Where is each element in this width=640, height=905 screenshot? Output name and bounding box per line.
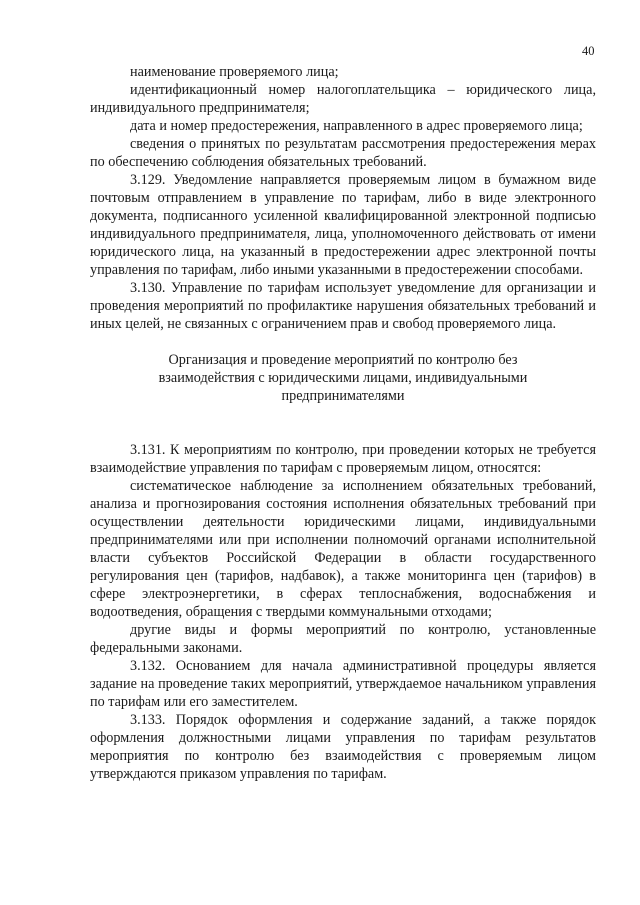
paragraph-3-132: 3.132. Основанием для начала административной процедуры является задание на проведение таких мероприятий, утверждаемое начальником управления по тарифам или его заместителем. (90, 658, 596, 710)
document-body (90, 63, 596, 783)
paragraph-other-forms: другие виды и формы мероприятий по контролю, установленные федеральными законами. (90, 622, 596, 656)
paragraph-systematic-observation: систематическое наблюдение за исполнением обязательных требований, анализа и прогнозирования состояния исполнения обязательных требований при осуществлении деятельности юридическими лицами, индивидуальными предпринимателями или при исполнении полномочий органами исполнительной власти субъектов Российской Федерации в области государственного регулирования цен (тарифов, надбавок), а также мониторинга цен (тарифов) в сфере электроэнергетики, в сферах теплоснабжения, водоснабжения и водоотведения, обращения с твердыми коммунальными отходами; (90, 478, 596, 620)
paragraph-warning-date-number: дата и номер предостережения, направленного в адрес проверяемого лица; (130, 118, 583, 134)
page-number: 40 (582, 44, 595, 58)
paragraph-3-133: 3.133. Порядок оформления и содержание заданий, а также порядок оформления должностными лицами управления по тарифам результатов мероприятия по контролю без взаимодействия с проверяемым лицом утверждаются приказом управления по тарифам. (90, 712, 596, 782)
paragraph-3-130: 3.130. Управление по тарифам использует уведомление для организации и проведения мероприятий по профилактике нарушения обязательных требований и иных целей, не связанных с ограничением прав и свобод проверяемого лица. (90, 280, 596, 332)
paragraph-3-131: 3.131. К мероприятиям по контролю, при проведении которых не требуется взаимодействие управления по тарифам с проверяемым лицом, относятся: (90, 442, 596, 476)
paragraph-3-129: 3.129. Уведомление направляется проверяемым лицом в бумажном виде почтовым отправлением в управление по тарифам, либо в виде электронного документа, подписанного усиленной квалифицированной электронной подписью индивидуального предпринимателя, лица, уполномоченного действовать от имени юридического лица, на указанный в предостережении адрес электронной почты управления по тарифам, либо иными указанными в предостережении способами. (90, 172, 596, 278)
paragraph-inspected-person-name: наименование проверяемого лица; (130, 64, 339, 80)
section-heading: Организация и проведение мероприятий по контролю без взаимодействия с юридическими лицами, индивидуальными предпринимателями (158, 352, 528, 404)
paragraph-measures-taken: сведения о принятых по результатам рассмотрения предостережения мерах по обеспечению соблюдения обязательных требований. (90, 136, 596, 170)
paragraph-taxpayer-id: идентификационный номер налогоплательщика – юридического лица, индивидуального предпринимателя; (90, 82, 596, 116)
